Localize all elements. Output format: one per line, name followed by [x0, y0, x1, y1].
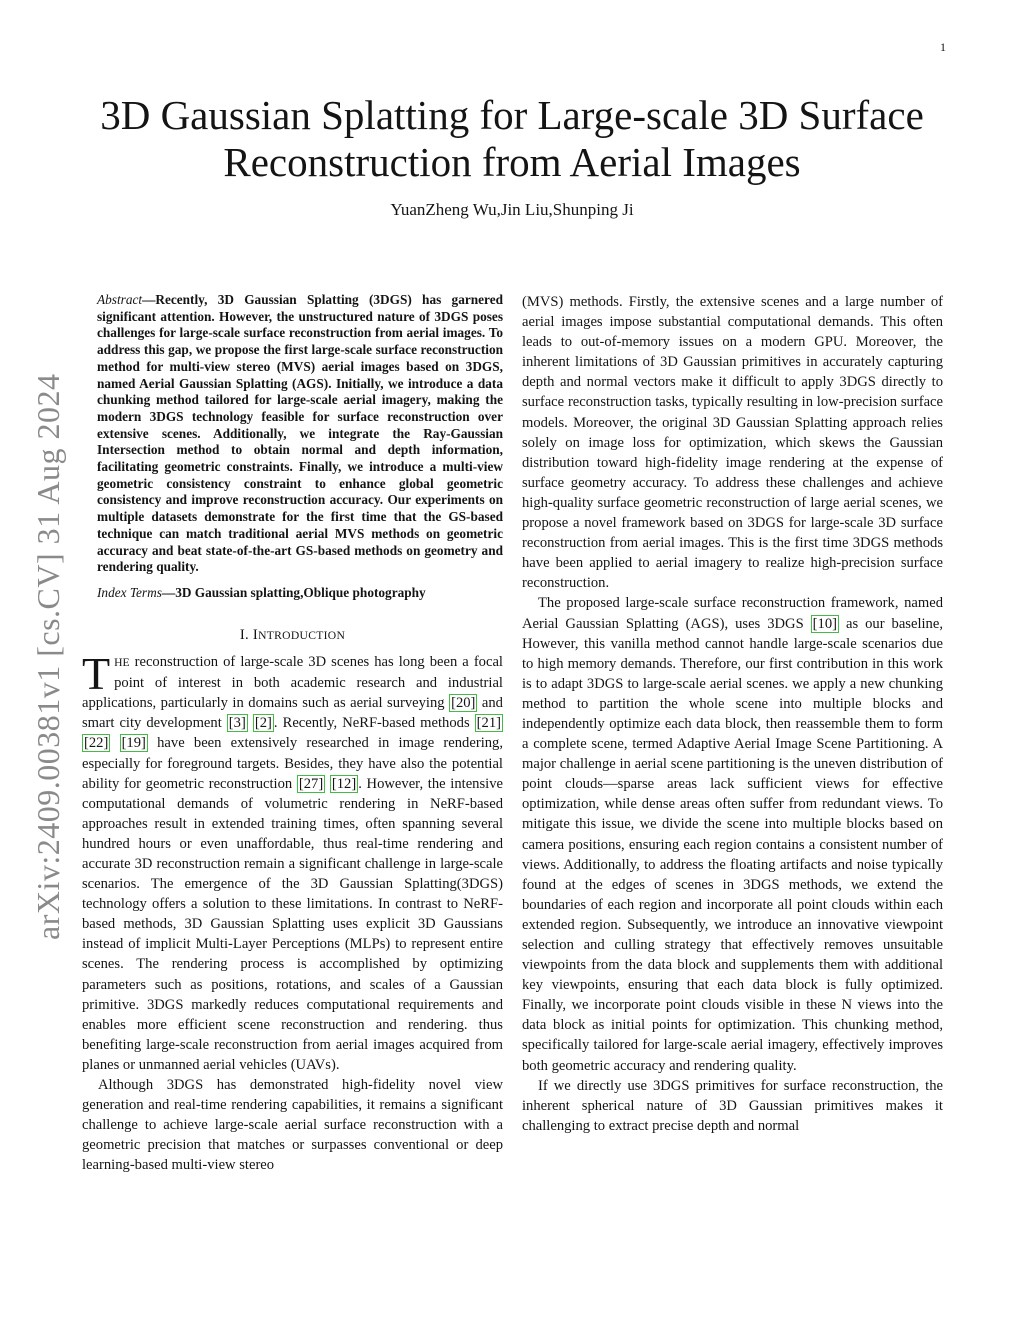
- drop-cap: T: [82, 648, 111, 700]
- paper-title: 3D Gaussian Splatting for Large-scale 3D Surface Reconstruction from Aerial Images: [100, 92, 924, 185]
- citation-link[interactable]: [12]: [331, 775, 357, 792]
- author-list: YuanZheng Wu,Jin Liu,Shunping Ji: [390, 200, 634, 219]
- abstract-text: —Recently, 3D Gaussian Splatting (3DGS) has garnered significant attention. However, the unstructured nature of 3DGS poses challenges for large-scale surface reconstruction from aerial images. To address this gap, we propose the first large-scale surface reconstruction method for multi-view stereo (MVS) aerial images based on 3DGS, named Aerial Gaussian Splatting (AGS). Initially, we introduce a data chunking method tailored for large-scale aerial imagery, making the modern 3DGS technology feasible for surface reconstruction over extensive scenes. Additionally, we integrate the Ray-Gaussian Intersection method to obtain normal and depth information, facilitating geometric constraints. Finally, we introduce a multi-view geometric consistency constraint to enhance global geometric consistency and improve reconstruction accuracy. Our experiments on multiple datasets demonstrate for the first time that the GS-based technique can match traditional aerial MVS methods on geometric accuracy and beat state-of-the-art GS-based methods on geometry and rendering quality.: [97, 292, 503, 575]
- citation-link[interactable]: [20]: [451, 695, 476, 712]
- index-terms: [97, 584, 503, 601]
- citation-link[interactable]: [19]: [121, 735, 146, 752]
- citation-link[interactable]: [10]: [812, 615, 837, 632]
- arxiv-identifier: arXiv:2409.00381v1 [cs.CV] 31 Aug 2024: [30, 373, 66, 940]
- citation-link[interactable]: [2]: [254, 715, 272, 732]
- body-paragraph-framework: The proposed large-scale surface reconstruction framework, named Aerial Gaussian Splatting (AGS), uses 3DGS [10] as our baseline, However, this vanilla method cannot handle large-scale scenarios due to high memory demands. Therefore, our first contribution in this work is to adapt 3DGS to large-scale aerial scenes. we apply a new chunking method to partition the whole scene into multiple blocks and independently optimize each data block, then reassemble them to form a complete scene, termed Adaptive Aerial Image Scene Partitioning. A major challenge in aerial scene partitioning is the uneven distribution of point clouds—sparse areas lack sufficient views for effective optimization, while dense areas often suffer from redundant views. To mitigate this issue, we divide the scene into multiple blocks based on camera positions, ensuring each region contains a consistent number of views. Additionally, to address the floating artifacts and noise typically found at the edges of scenes in 3DGS methods, we extend the boundaries of each region and incorporate all point clouds within each extended region. Subsequently, we introduce an innovative viewpoint selection and culling strategy that effectively removes unsuitable viewpoints from the data block and supplements them with additional key viewpoints, ensuring that each data block is fully optimized. Finally, we incorporate point clouds visible in these N views into the data block as initial points for optimization. This chunking method, specifically tailored for large-scale aerial imagery, effectively improves both geometric accuracy and rendering quality.: [522, 595, 943, 1074]
- abstract: [97, 292, 503, 576]
- body-paragraph-primitives: If we directly use 3DGS primitives for surface reconstruction, the inherent spherical nature of 3D Gaussian primitives makes it challenging to extract precise depth and normal: [522, 1077, 943, 1134]
- citation-link[interactable]: [27]: [298, 775, 324, 792]
- index-terms-text: —3D Gaussian splatting,Oblique photography: [161, 584, 426, 600]
- abstract-label: Abstract: [97, 292, 143, 307]
- section-heading-introduction: I. INTRODUCTION: [239, 626, 346, 643]
- index-terms-label: Index Terms: [97, 584, 162, 600]
- citation-link[interactable]: [22]: [84, 735, 109, 752]
- citation-link[interactable]: [21]: [476, 715, 501, 732]
- body-paragraph-mvs: (MVS) methods. Firstly, the extensive scenes and a large number of aerial images impose substantial computational demands. This often leads to out-of-memory issues on a modern GPU. Moreover, the inherent limitations of 3D Gaussian primitives in accurately capturing depth and normal vectors make it difficult to apply 3DGS directly to surface reconstruction tasks, typically resulting in low-precision surface models. Moreover, the original 3D Gaussian Splatting approach relies solely on image loss for optimization, which skews the Gaussian distribution toward high-fidelity image rendering at the expense of surface geometry accuracy. To address these challenges and achieve high-quality surface geometric reconstruction of large aerial scenes, we propose a novel framework based on 3DGS for large-scale 3D surface reconstruction from aerial images. This is the first time 3DGS methods have been applied to aerial imagery to realize high-precision surface reconstruction.: [522, 294, 943, 592]
- intro-paragraph-1: THE reconstruction of large-scale 3D scenes has long been a focal point of interest in both academic research and industrial applications, particularly in domains such as aerial surveying [20] and smart city development [3] [2] . Recently, NeRF-based methods [21] [22] [19] have been extensively researched in image rendering, especially for foreground targets. Besides, they have also the potential ability for geometric reconstruction [27] [12] . However, the intensive computational demands of volumetric rendering in NeRF-based approaches result in extended training times, often spanning several hundred hours or even unaffordable, thus real-time rendering and accurate 3D reconstruction remain a significant challenge in large-scale scenarios. The emergence of the 3D Gaussian Splatting(3DGS) technology offers a solution to these limitations. In contrast to NeRF-based methods, 3D Gaussian Splatting uses explicit 3D Gaussians instead of implicit Multi-Layer Perceptions (MLPs) to represent entire scenes. The rendering process is accomplished by optimizing parameters such as positions, rotations, and scales of a Gaussian primitive. 3DGS markedly reduces computational requirements and enables more efficient scene reconstruction and rendering. thus benefiting large-scale reconstruction from aerial images acquired from planes or unmanned aerial vehicles (UAVs).: [82, 648, 503, 1073]
- intro-paragraph-2: Although 3DGS has demonstrated high-fidelity novel view generation and real-time rendering capabilities, it remains a significant challenge to achieve large-scale aerial surface reconstruction with a geometric precision that matches or surpasses conventional or deep learning-based multi-view stereo: [82, 1077, 503, 1174]
- citation-link[interactable]: [3]: [228, 715, 246, 732]
- page-number: 1: [940, 40, 946, 54]
- right-column: [522, 292, 943, 1136]
- left-column: [82, 292, 503, 1175]
